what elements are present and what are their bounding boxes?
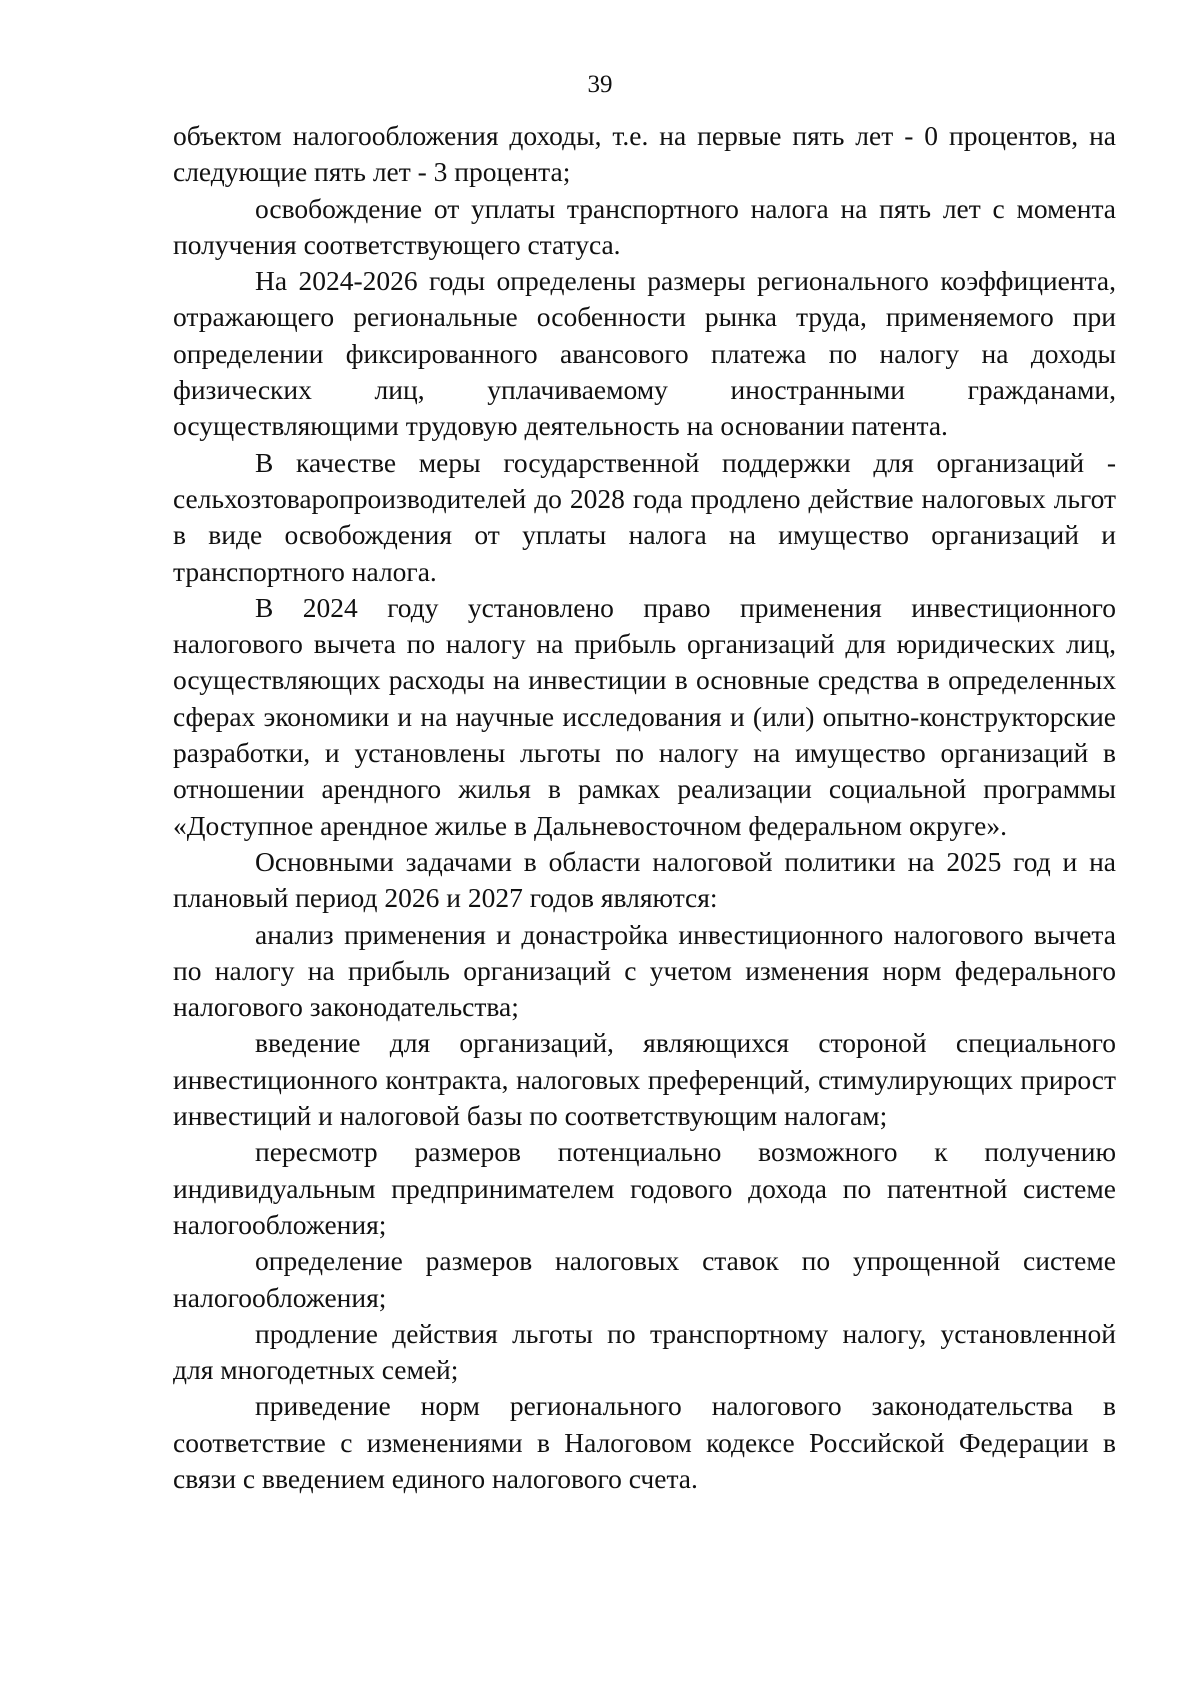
paragraph: На 2024-2026 годы определены размеры регионального коэффициента, отражающего региональные особенности рынка труда, применяемого при определении фиксированного авансового платежа по налогу на доходы физических лиц, уплачиваемому иностранными гражданами, осуществляющими трудовую деятельность на основании патента. xyxy=(173,265,1116,442)
page-number: 39 xyxy=(587,71,613,98)
document-body xyxy=(173,118,1116,1497)
paragraph: Основными задачами в области налоговой политики на 2025 год и на плановый период 2026 и 2027 годов являются: xyxy=(173,845,1116,914)
list-item-paragraph: приведение норм регионального налогового законодательства в соответствие с изменениями в Налоговом кодексе Российской Федерации в связи с введением единого налогового счета. xyxy=(173,1390,1116,1494)
list-item-paragraph: введение для организаций, являющихся стороной специального инвестиционного контракта, налоговых преференций, стимулирующих прирост инвестиций и налоговой базы по соответствующим налогам; xyxy=(173,1027,1116,1132)
paragraph: В качестве меры государственной поддержки для организаций - сельхозтоваропроизводителей до 2028 года продлено действие налоговых льгот в виде освобождения от уплаты налога на имущество организаций и транспортного налога. xyxy=(173,446,1116,587)
paragraph: В 2024 году установлено право применения инвестиционного налогового вычета по налогу на прибыль организаций для юридических лиц, осуществляющих расходы на инвестиции в основные средства в определенных сферах экономики и на научные исследования и (или) опытно-конструкторские разработки, и установлены льготы по налогу на имущество организаций в отношении арендного жилья в рамках реализации социальной программы «Доступное арендное жилье в Дальневосточном федеральном округе». xyxy=(173,591,1116,841)
paragraph: освобождение от уплаты транспортного налога на пять лет с момента получения соответствующего статуса. xyxy=(173,192,1116,260)
list-item-paragraph: пересмотр размеров потенциально возможного к получению индивидуальным предпринимателем годового дохода по патентной системе налогообложения; xyxy=(173,1136,1116,1240)
list-item-paragraph: анализ применения и донастройка инвестиционного налогового вычета по налогу на прибыль организаций с учетом изменения норм федерального налогового законодательства; xyxy=(173,918,1116,1023)
paragraph-continuation: объектом налогообложения доходы, т.е. на первые пять лет - 0 процентов, на следующие пять лет - 3 процента; xyxy=(173,120,1116,188)
list-item-paragraph: продление действия льготы по транспортному налогу, установленной для многодетных семей; xyxy=(173,1317,1116,1386)
list-item-paragraph: определение размеров налоговых ставок по упрощенной системе налогообложения; xyxy=(173,1245,1116,1313)
